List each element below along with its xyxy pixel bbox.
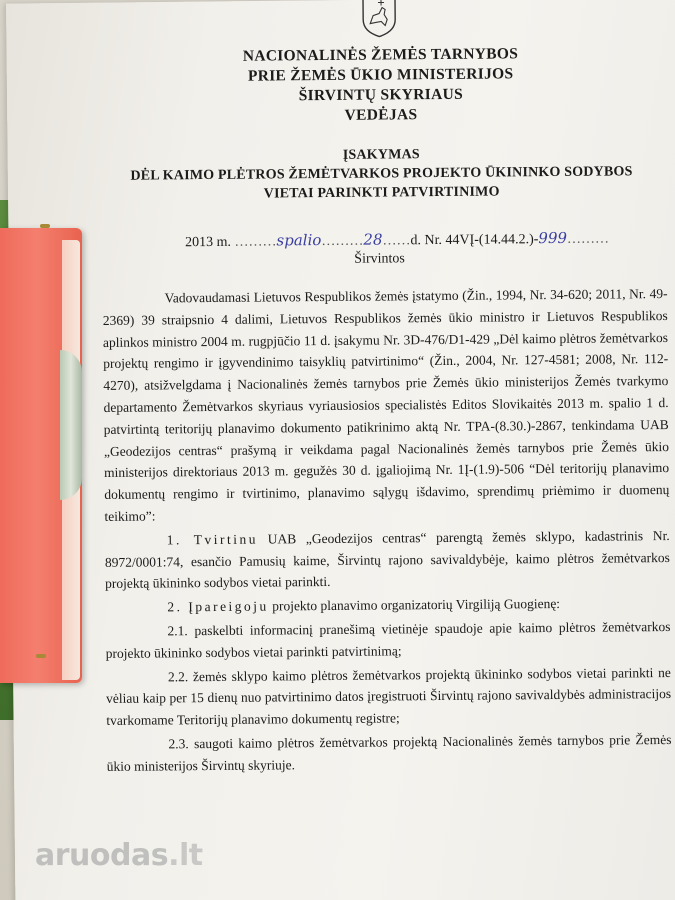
watermark-tld: .lt (168, 838, 203, 873)
handwritten-number: 999 (538, 228, 568, 248)
watermark-logo (35, 838, 203, 873)
item-2-lead: 2. Įpareigoju (167, 598, 269, 615)
title-line: VIETAI PARINKTI PATVIRTINIMO (263, 184, 500, 202)
dotted-fill: …… (382, 233, 411, 249)
folder-clip (40, 224, 50, 228)
vytis-coat-of-arms-icon (359, 0, 399, 38)
order-body (103, 283, 672, 777)
cd-disc (60, 350, 82, 500)
header-line: NACIONALINĖS ŽEMĖS TARNYBOS (242, 45, 519, 65)
handwritten-month: spalio (276, 231, 322, 250)
dotted-fill: ……… (566, 231, 610, 247)
item-1-paragraph (105, 525, 671, 595)
item-2-text: projekto planavimo organizatorių Virgiliją Guogienę: (268, 596, 561, 614)
item-2-2-paragraph: 2.2. žemės sklypo kaimo plėtros žemėtvarkos projektą ūkininko sodybos vietai parinkti ne vėliau kaip per 15 dienų nuo patvirtinimo datos įregistruoti Širvintų rajono savivaldybės administracijos tvarkomame Teritorijų planavimo dokumentų registre; (106, 664, 672, 729)
place-of-issue: Širvintos (354, 251, 405, 267)
issuer-header (95, 43, 666, 128)
item-1-text: UAB „Geodezijos centras“ parengtą žemės sklypo, kadastrinis Nr. 8972/0001:74, esančio Pamusių kaime, Širvintų rajono savivaldybėje, kaimo plėtros žemėtvarkos projektą ūkininko sodybos vietai parinkti. (104, 527, 670, 592)
day-number-label: d. Nr. 44VĮ-(14.44.2.)- (410, 232, 539, 249)
dotted-fill: ……… (234, 234, 277, 250)
folder-clip (36, 654, 46, 658)
watermark-main: aruodas (35, 838, 169, 873)
header-line: ŠIRVINTŲ SKYRIAUS (298, 85, 464, 105)
document-content (95, 0, 673, 900)
order-title (96, 143, 666, 205)
item-2-1-paragraph: 2.1. paskelbti informacinį pranešimą vietinėje spaudoje apie kaimo plėtros žemėtvarkos projekto ūkininko sodybos vietai parinkti patvirtinimą; (105, 618, 671, 661)
handwritten-day: 28 (363, 230, 383, 249)
title-line: DĖL KAIMO PLĖTROS ŽEMĖTVARKOS PROJEKTO ŪKININKO SODYBOS (130, 164, 633, 184)
date-number-line (185, 229, 609, 252)
header-line: PRIE ŽEMĖS ŪKIO MINISTERIJOS (247, 65, 514, 85)
dotted-fill: ……… (321, 233, 364, 250)
title-line: ĮSAKYMAS (342, 147, 420, 163)
header-line: VEDĖJAS (344, 106, 418, 124)
item-2-3-paragraph: 2.3. saugoti kaimo plėtros žemėtvarkos projektą Nacionalinės žemės tarnybos prie Žemės ūkio ministerijos Širvintų skyriuje. (106, 731, 672, 774)
item-1-lead: 1. Tvirtinu (166, 531, 259, 548)
item-2-paragraph (105, 592, 670, 619)
year: 2013 m. (185, 234, 232, 251)
preamble-paragraph: Vadovaudamasi Lietuvos Respublikos žemės įstatymo (Žin., 1994, Nr. 34-620; 2011, Nr. 49-2369) 39 straipsnio 4 dalimi, Lietuvos Respublikos žemės ūkio ministro ir Lietuvos Respublikos aplinkos ministro 2004 m. rugpjūčio 11 d. įsakymu Nr. 3D-476/D1-429 „Dėl kaimo plėtros žemėtvarkos projektų rengimo ir įgyvendinimo taisyklių patvirtinimo“ (Žin., 2004, Nr. 127-4581; 2008, Nr. 112-4270), atsižvelgdama į Nacionalinės žemės tarnybos prie Žemės ūkio ministerijos Žemės tvarkymo departamento Žemėtvarkos skyriaus vyriausiosios specialistės Editos Slovikaitės 2013 m. spalio 1 d. patvirtintą teritorijų planavimo dokumento patikrinimo aktą Nr. TPA-(8.30.)-2867, tenkindama UAB „Geodezijos centras“ prašymą ir veikdama pagal Nacionalinės žemės tarnybos prie Žemės ūkio ministerijos direktoriaus 2013 m. gegužės 30 d. įgaliojimą Nr. 1Į-(1.9)-506 “Dėl teritorijų planavimo dokumentų rengimo ir tvirtinimo, planavimo sąlygų išdavimo, sprendimų priėmimo ir duomenų teikimo”: (102, 286, 670, 524)
